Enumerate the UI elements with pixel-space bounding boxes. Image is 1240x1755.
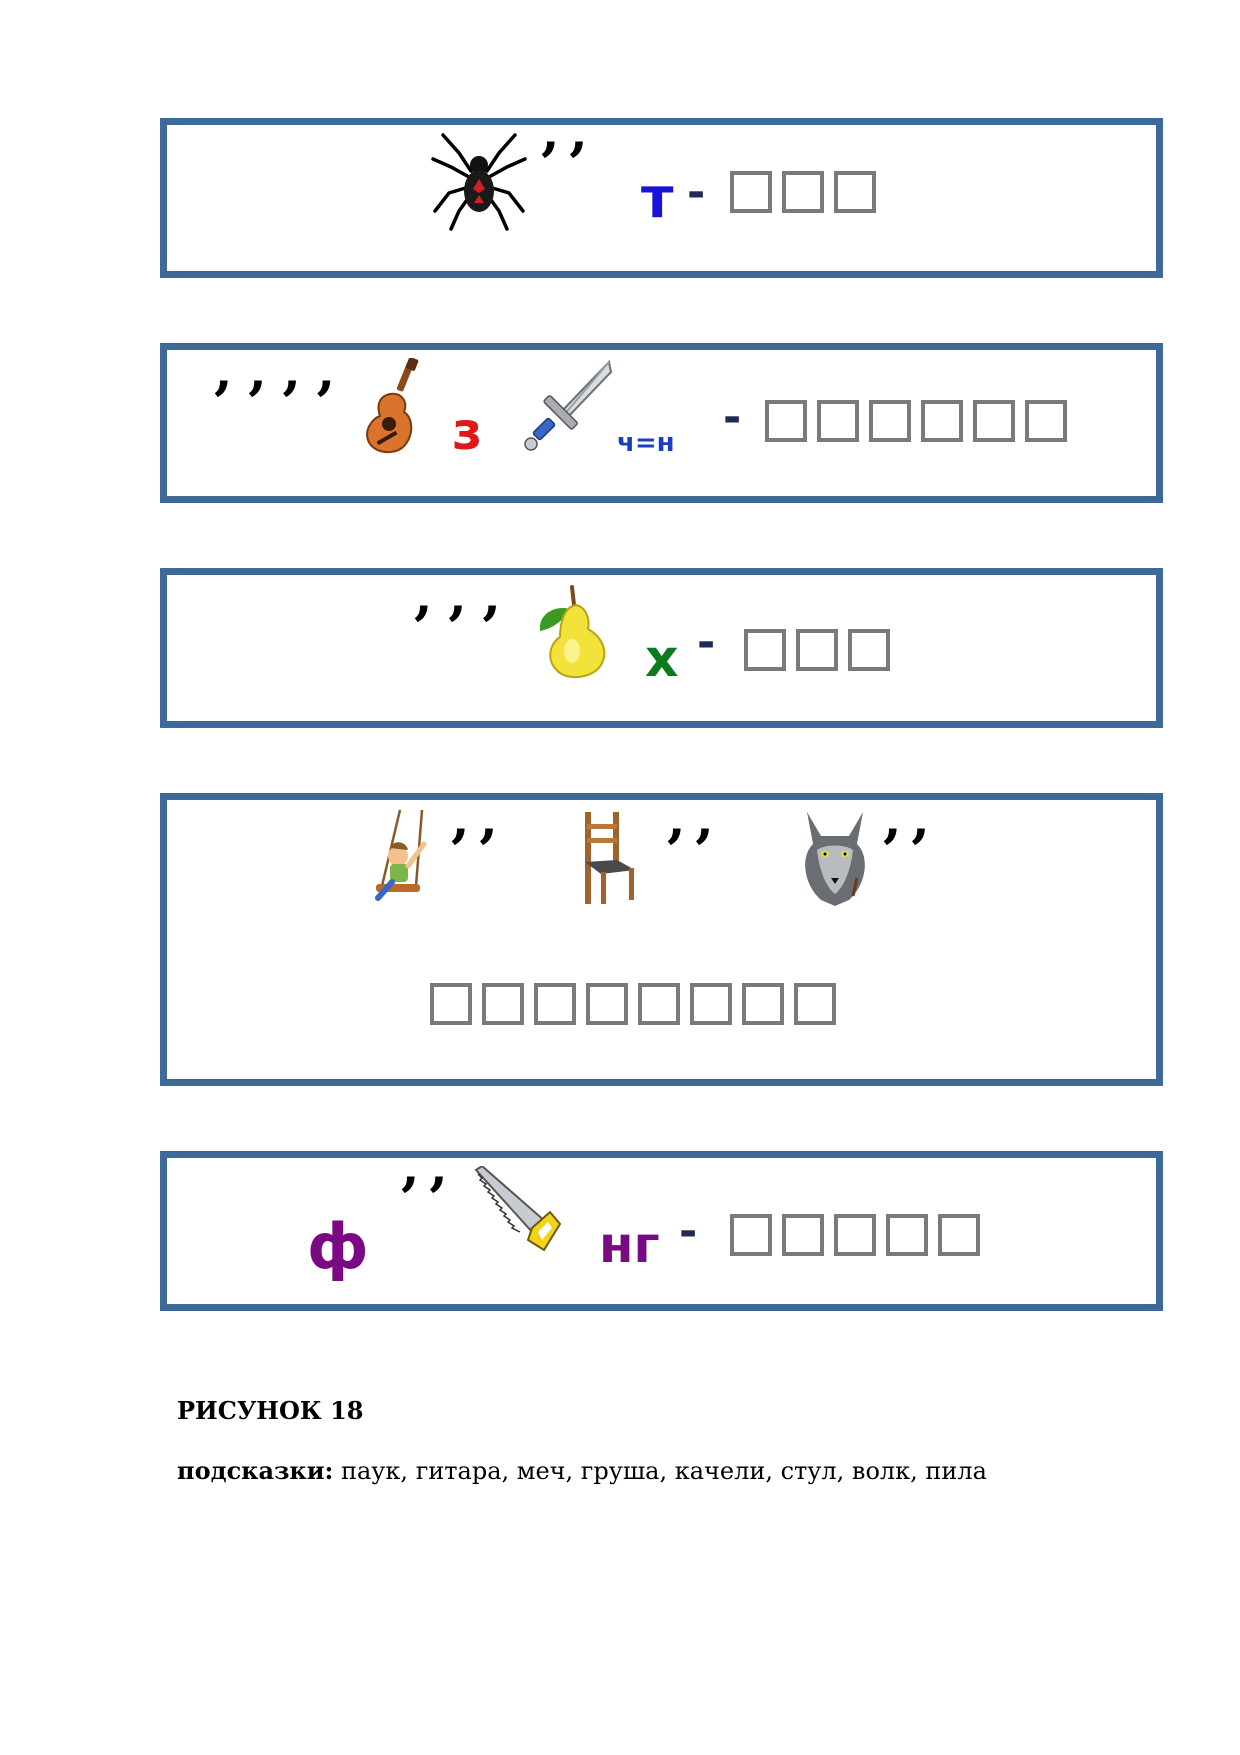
answer-box[interactable] <box>690 983 732 1025</box>
comma-marks: ’’ <box>665 817 722 885</box>
letter-z: з <box>452 402 483 462</box>
answer-box[interactable] <box>742 983 784 1025</box>
comma-marks: ’’’’ <box>212 369 349 437</box>
letter-h: х <box>645 629 679 689</box>
answer-box[interactable] <box>782 171 824 213</box>
answer-box[interactable] <box>869 400 911 442</box>
answer-boxes[interactable] <box>730 171 876 213</box>
hints-label: подсказки: <box>177 1456 334 1485</box>
answer-box[interactable] <box>848 629 890 671</box>
rebus-card-3 <box>160 568 1163 728</box>
rebus-card-2 <box>160 343 1163 503</box>
answer-box[interactable] <box>1025 400 1067 442</box>
answer-box[interactable] <box>834 1214 876 1256</box>
answer-box[interactable] <box>796 629 838 671</box>
rebus-card-1 <box>160 118 1163 278</box>
letter-t: т <box>641 166 674 231</box>
comma-marks: ’’’ <box>412 594 515 662</box>
dash: - <box>679 1206 698 1257</box>
letter-f: ф <box>307 1210 369 1283</box>
comma-marks: ’’ <box>881 817 938 885</box>
dash: - <box>723 392 742 443</box>
answer-box[interactable] <box>938 1214 980 1256</box>
answer-box[interactable] <box>638 983 680 1025</box>
hints-text: паук, гитара, меч, груша, качели, стул, волк, пила <box>333 1457 987 1485</box>
answer-boxes[interactable] <box>765 400 1067 442</box>
rebus-card-4 <box>160 793 1163 1086</box>
answer-boxes[interactable] <box>744 629 890 671</box>
rebus-card-5 <box>160 1151 1163 1311</box>
saw-icon <box>472 1166 562 1264</box>
chair-icon <box>577 810 637 906</box>
sword-icon <box>519 358 614 456</box>
letter-substitution: ч=н <box>617 428 675 458</box>
dash: - <box>697 617 716 668</box>
answer-box[interactable] <box>730 171 772 213</box>
answer-box[interactable] <box>765 400 807 442</box>
dash: - <box>687 167 706 218</box>
answer-box[interactable] <box>534 983 576 1025</box>
answer-box[interactable] <box>744 629 786 671</box>
answer-box[interactable] <box>973 400 1015 442</box>
comma-marks: ’’ <box>449 817 506 885</box>
answer-box[interactable] <box>730 1214 772 1256</box>
hints-line <box>177 1456 987 1485</box>
pear-icon <box>532 583 612 681</box>
swing-icon <box>372 808 442 908</box>
answer-box[interactable] <box>886 1214 928 1256</box>
answer-boxes[interactable] <box>430 983 836 1025</box>
answer-box[interactable] <box>794 983 836 1025</box>
answer-box[interactable] <box>834 171 876 213</box>
letters-ng: нг <box>599 1216 660 1274</box>
guitar-icon <box>362 358 422 456</box>
figure-title-text: РИСУНОК 18 <box>177 1396 364 1425</box>
figure-title <box>177 1396 363 1425</box>
answer-box[interactable] <box>482 983 524 1025</box>
answer-box[interactable] <box>817 400 859 442</box>
answer-box[interactable] <box>782 1214 824 1256</box>
answer-box[interactable] <box>586 983 628 1025</box>
spider-icon <box>429 131 529 231</box>
answer-box[interactable] <box>921 400 963 442</box>
comma-marks: ’’ <box>399 1165 456 1233</box>
answer-boxes[interactable] <box>730 1214 980 1256</box>
wolf-icon <box>795 808 875 906</box>
answer-box[interactable] <box>430 983 472 1025</box>
comma-marks: ’’ <box>539 130 596 198</box>
